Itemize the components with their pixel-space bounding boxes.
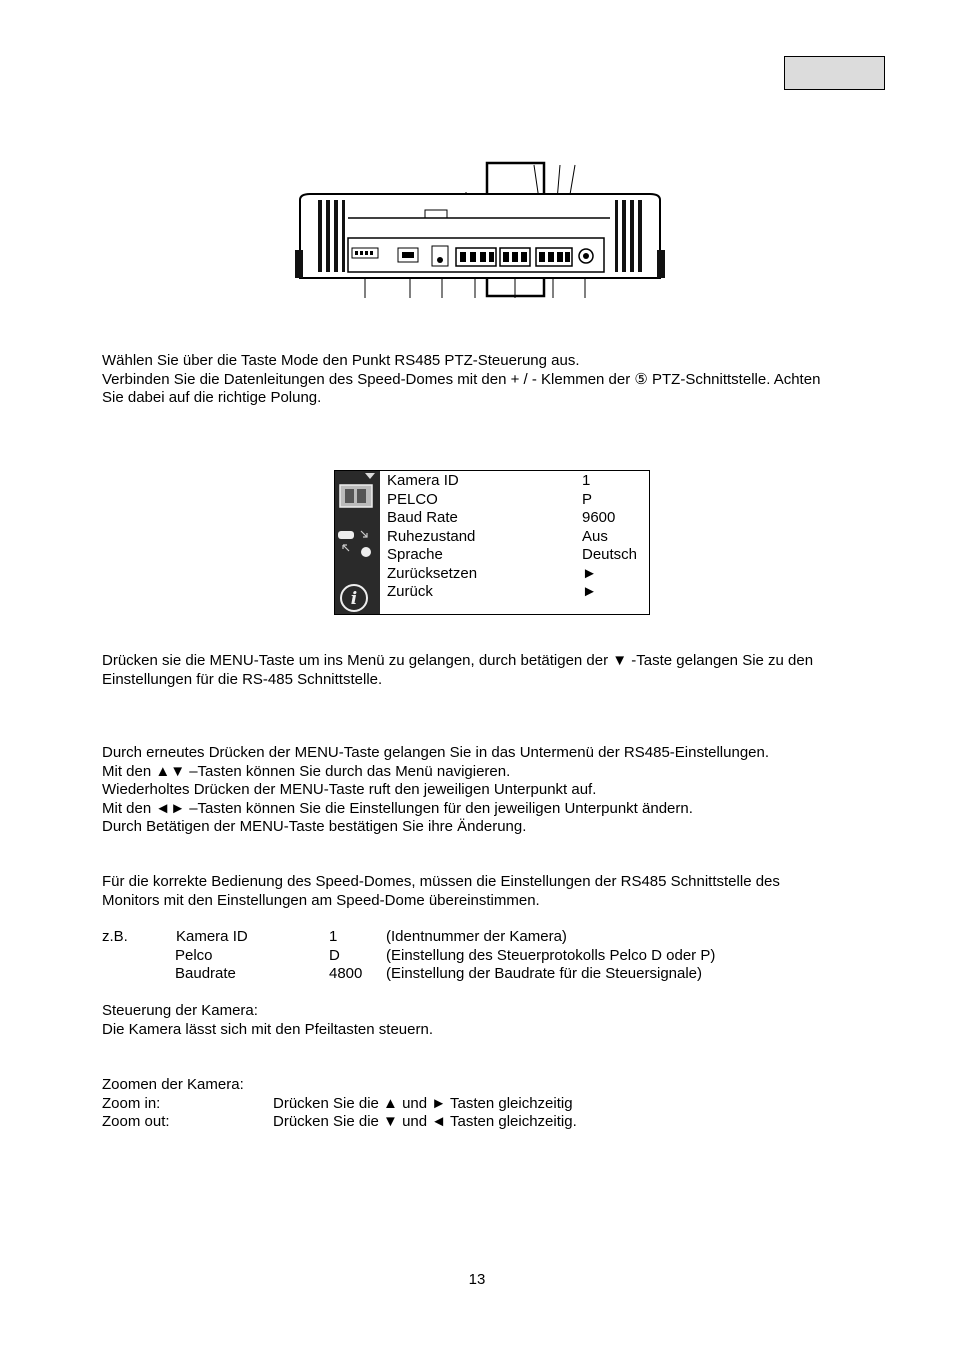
menu-label-zurueck: Zurück [387,583,433,600]
zoom-in-label: Zoom in: [102,1094,161,1112]
para4-line-1: Für die korrekte Bedienung des Speed-Domes, müssen die Einstellungen der RS485 Schnittstelle des [102,873,780,890]
para4-line-2: Monitors mit den Einstellungen am Speed-Dome übereinstimmen. [102,891,540,909]
monitor-rear-panel-diagram [290,160,670,300]
example-prefix: z.B. [102,928,128,945]
example-value-1: 1 [329,928,338,945]
control-line-1: Steuerung der Kamera: [102,1002,258,1019]
menu-value-camera-id: 1 [582,472,591,489]
page-number: 13 [468,1271,486,1288]
menu-label-zuruecksetzen: Zurücksetzen [387,564,478,582]
menu-value-ruhezustand: Aus [582,527,608,545]
zoom-heading: Zoomen der Kamera: [102,1076,244,1093]
control-line-2: Die Kamera lässt sich mit den Pfeiltasten steuern. [102,1020,433,1038]
intro-line-2: Verbinden Sie die Datenleitungen des Speed-Domes mit den + / - Klemmen der ⑤ PTZ-Schnittstelle. Achten [102,370,821,388]
display-icon [340,473,375,507]
example-desc-3: (Einstellung der Baudrate für die Steuersignale) [386,965,703,982]
para3-line-3: Wiederholtes Drücken der MENU-Taste ruft den jeweiligen Unterpunkt auf. [102,781,597,798]
menu-icon-strip [335,471,380,614]
para2-line-1: Drücken sie die MENU-Taste um ins Menü zu gelangen, durch betätigen der ▼ -Taste gelangen Sie zu den [102,652,814,669]
example-value-3: 4800 [329,965,363,982]
example-name-1: Kamera ID [176,928,248,945]
svg-text:i: i [350,589,358,609]
menu-label-baud-rate: Baud Rate [387,509,458,526]
example-desc-2: (Einstellung des Steuerprotokolls Pelco D oder P) [386,946,716,964]
menu-label-camera-id: Kamera ID [387,472,459,489]
zoom-out-text: Drücken Sie die ▼ und ◄ Tasten gleichzeitig. [273,1113,577,1130]
para3-line-1: Durch erneutes Drücken der MENU-Taste gelangen Sie in das Untermenü der RS485-Einstellungen. [102,744,770,761]
menu-value-sprache: Deutsch [582,546,638,563]
menu-value-baud-rate: 9600 [582,509,616,526]
menu-label-pelco: PELCO [387,490,438,508]
intro-line-1: Wählen Sie über die Taste Mode den Punkt RS485 PTZ-Steuerung aus. [102,352,580,369]
zoom-in-text: Drücken Sie die ▲ und ► Tasten gleichzeitig [273,1094,573,1112]
language-tab-box [784,56,885,90]
menu-value-zuruecksetzen: ► [582,564,597,582]
menu-label-ruhezustand: Ruhezustand [387,527,476,545]
zoom-out-label: Zoom out: [102,1113,170,1130]
example-name-3: Baudrate [175,965,236,982]
example-name-2: Pelco [175,946,213,964]
para2-line-2: Einstellungen für die RS-485 Schnittstelle. [102,670,383,688]
info-icon [341,585,367,611]
intro-line-3: Sie dabei auf die richtige Polung. [102,389,322,406]
menu-value-pelco: P [582,490,593,508]
connector-icon [338,531,371,557]
para3-line-2: Mit den ▲▼ –Tasten können Sie durch das Menü navigieren. [102,762,511,780]
menu-label-sprache: Sprache [387,546,443,563]
para3-line-4: Mit den ◄► –Tasten können Sie die Einstellungen für den jeweiligen Unterpunkt ändern. [102,799,693,817]
example-value-2: D [329,946,340,964]
example-desc-1: (Identnummer der Kamera) [386,928,567,945]
menu-value-zurueck: ► [582,583,597,600]
para3-line-5: Durch Betätigen der MENU-Taste bestätigen Sie ihre Änderung. [102,818,527,835]
rs485-settings-menu [334,470,650,615]
